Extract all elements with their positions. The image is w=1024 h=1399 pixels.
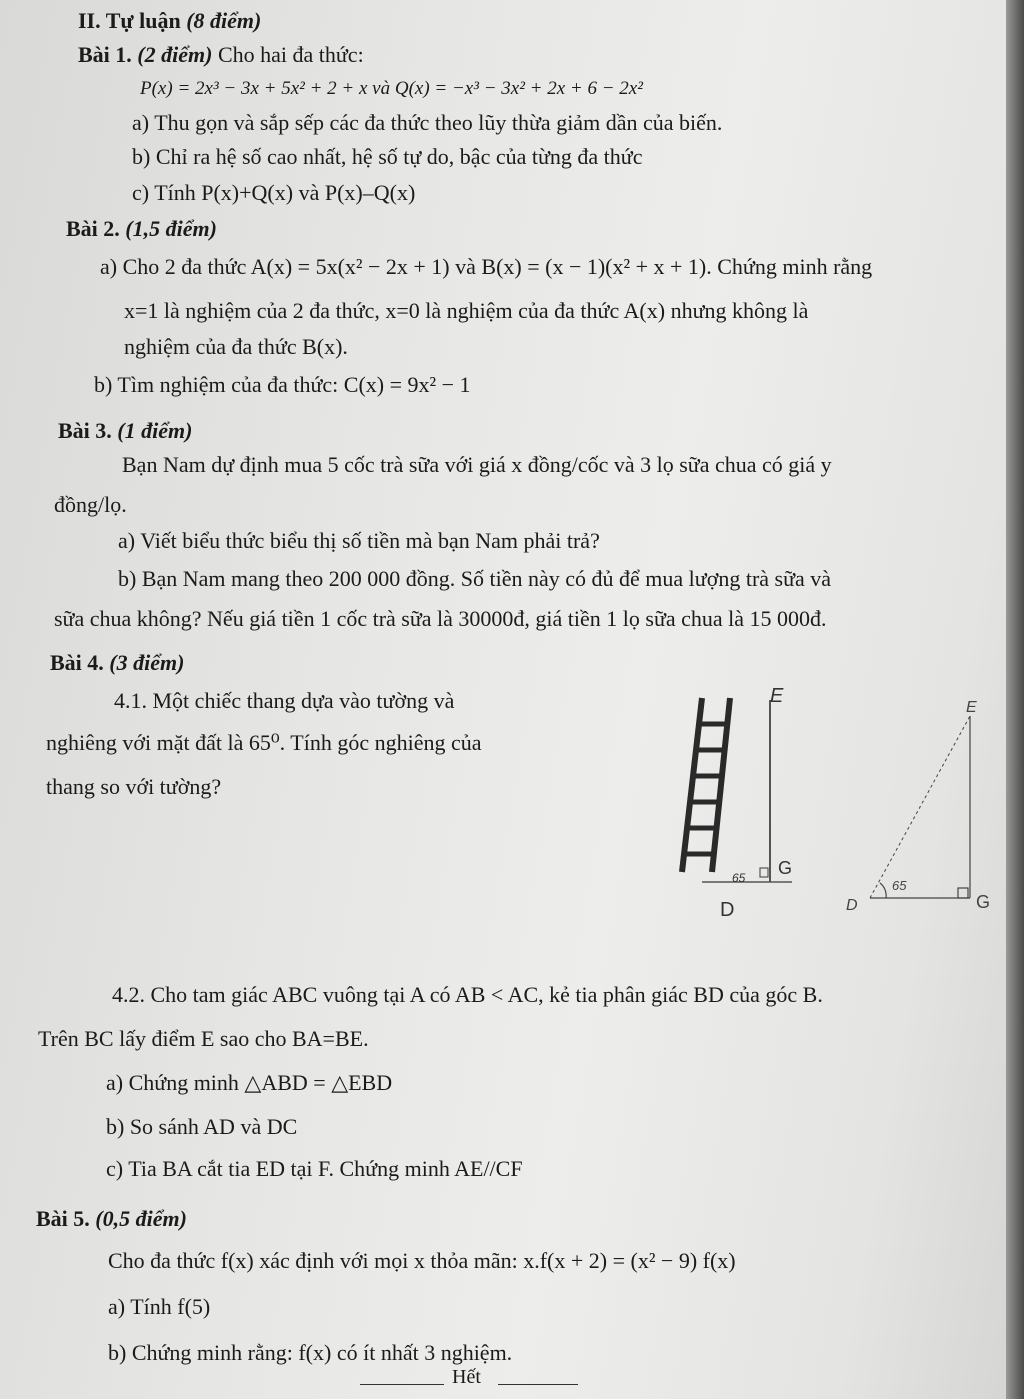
b5-b: b) Chứng minh rằng: f(x) có ít nhất 3 nghiệm. <box>108 1340 513 1365</box>
b4-42-c: c) Tia BA cắt tia ED tại F. Chứng minh AE//CF <box>106 1156 523 1181</box>
b3-a: a) Viết biểu thức biểu thị số tiền mà bạn Nam phải trả? <box>118 528 600 553</box>
b4-41-line2: nghiêng với mặt đất là 65⁰. Tính góc nghiêng của <box>46 730 482 755</box>
b4-42-line2: Trên BC lấy điểm E sao cho BA=BE. <box>38 1026 369 1051</box>
tri-label-g: G <box>976 892 991 912</box>
tri-label-angle: 65 <box>892 878 907 893</box>
b3-b2: sữa chua không? Nếu giá tiền 1 cốc trà sữa là 30000đ, giá tiền 1 lọ sữa chua là 15 000đ. <box>54 606 827 631</box>
b1-heading: Bài 1. (2 điểm) Cho hai đa thức: <box>78 42 364 67</box>
ladder-label-e: E <box>770 685 784 707</box>
tri-label-d: D <box>846 897 858 914</box>
tri-label-e: E <box>966 699 977 716</box>
end-rule-right <box>498 1384 578 1385</box>
b2-b: b) Tìm nghiệm của đa thức: C(x) = 9x² − 1 <box>94 372 471 397</box>
b1-a: a) Thu gọn và sắp sếp các đa thức theo lũy thừa giảm dần của biến. <box>132 110 723 135</box>
b5-a: a) Tính f(5) <box>108 1294 211 1319</box>
b1-c: c) Tính P(x)+Q(x) và P(x)–Q(x) <box>132 180 416 205</box>
b5-heading: Bài 5. (0,5 điểm) <box>36 1206 187 1231</box>
b2-a1: a) Cho 2 đa thức A(x) = 5x(x² − 2x + 1) và B(x) = (x − 1)(x² + x + 1). Chứng minh rằng <box>100 254 873 279</box>
b2-a2: x=1 là nghiệm của 2 đa thức, x=0 là nghiệm của đa thức A(x) nhưng không là <box>124 298 809 323</box>
b3-p2: đồng/lọ. <box>54 492 127 517</box>
page-edge-shadow <box>1006 0 1024 1399</box>
b4-42-line1: 4.2. Cho tam giác ABC vuông tại A có AB < AC, kẻ tia phân giác BD của góc B. <box>112 982 823 1007</box>
b3-b1: b) Bạn Nam mang theo 200 000 đồng. Số tiền này có đủ để mua lượng trà sữa và <box>118 566 832 591</box>
b4-41-line1: 4.1. Một chiếc thang dựa vào tường và <box>114 688 455 713</box>
b3-heading: Bài 3. (1 điểm) <box>58 418 193 443</box>
ladder-label-angle: 65 <box>732 871 746 885</box>
ladder-label-d: D <box>720 899 735 921</box>
end-rule-left <box>360 1384 444 1385</box>
b5-p1: Cho đa thức f(x) xác định với mọi x thỏa mãn: x.f(x + 2) = (x² − 9) f(x) <box>108 1248 736 1273</box>
b1-b: b) Chỉ ra hệ số cao nhất, hệ số tự do, bậc của từng đa thức <box>132 144 643 169</box>
b1-formula: P(x) = 2x³ − 3x + 5x² + 2 + x và Q(x) = −x³ − 3x² + 2x + 6 − 2x² <box>140 78 643 99</box>
b4-41-line3: thang so với tường? <box>46 774 222 799</box>
b3-p1: Bạn Nam dự định mua 5 cốc trà sữa với giá x đồng/cốc và 3 lọ sữa chua có giá y <box>122 452 832 477</box>
b4-42-b: b) So sánh AD và DC <box>106 1114 298 1139</box>
b4-heading: Bài 4. (3 điểm) <box>50 650 185 675</box>
b4-42-a: a) Chứng minh △ABD = △EBD <box>106 1070 393 1095</box>
ladder-label-g: G <box>778 858 793 878</box>
ladder-figure <box>672 676 822 926</box>
b2-a3: nghiệm của đa thức B(x). <box>124 334 348 359</box>
b2-heading: Bài 2. (1,5 điểm) <box>66 216 217 241</box>
section-header: II. Tự luận (8 điểm) <box>78 8 262 33</box>
end-marker: Hết <box>452 1366 481 1388</box>
triangle-figure <box>836 690 1006 930</box>
